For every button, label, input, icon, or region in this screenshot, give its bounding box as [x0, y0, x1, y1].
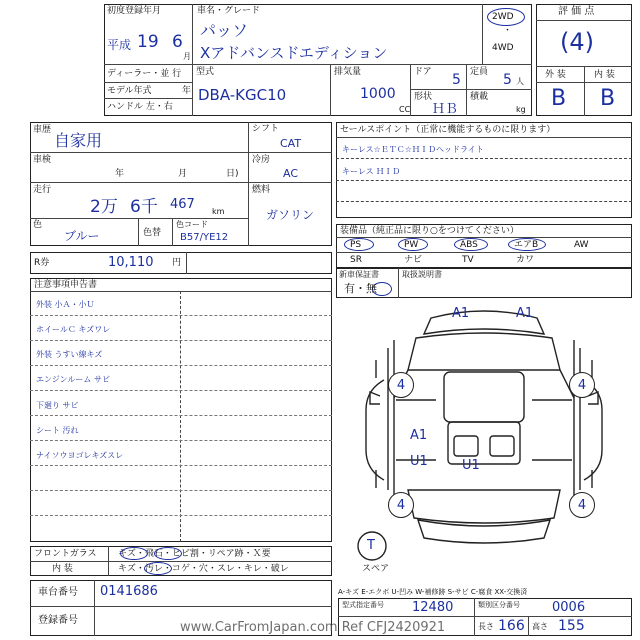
- chassis-label: 車台番号: [38, 587, 78, 598]
- reg-year: 19: [137, 32, 159, 52]
- recycle-unit: 円: [172, 258, 182, 268]
- score-value: (4): [560, 28, 594, 56]
- color-label: 色: [33, 220, 43, 230]
- interior-grade: B: [600, 86, 616, 111]
- km-unit: km: [212, 207, 225, 216]
- chassis-no: 0141686: [100, 584, 158, 599]
- model-year-unit: 年: [182, 86, 192, 96]
- note-item: 外装 小Ａ・小Ｕ: [36, 300, 95, 309]
- shift-value: CAT: [280, 137, 302, 150]
- mileage-sen: 6千: [130, 197, 158, 217]
- spare-mark: T: [367, 538, 375, 553]
- car-grade: Xアドバンスドエディション: [200, 44, 388, 62]
- insp-month-unit: 月: [178, 169, 188, 179]
- damage-mark: U1: [462, 458, 480, 473]
- category: 0006: [552, 600, 586, 615]
- displacement-label: 排気量: [334, 67, 362, 77]
- note-item: シート 汚れ: [36, 426, 79, 435]
- watermark: www.CarFromJapan.com Ref CFJ2420921: [180, 620, 446, 635]
- recycle-value: 10,110: [108, 255, 154, 270]
- insp-day-unit: 日): [226, 169, 239, 179]
- sales-point-line-1: キーレス☆ＥＴＣ☆ＨＩＤヘッドライト: [342, 145, 484, 154]
- capacity-unit: 人: [516, 77, 524, 86]
- front-glass-items: キズ・飛石・ヒビ割・リペア跡・Ｘ要: [118, 549, 271, 559]
- mileage-rest: 467: [170, 197, 195, 212]
- cc-unit: CC: [399, 105, 411, 114]
- name-grade-label: 車名・グレード: [197, 6, 261, 16]
- warranty-value: 有・無: [344, 282, 377, 295]
- manual-label: 取扱説明書: [402, 270, 442, 279]
- category-label: 類別区分番号: [478, 601, 520, 609]
- stonechip-circle: [154, 547, 182, 560]
- mileage-man: 2万: [90, 197, 118, 217]
- doors: 5: [452, 72, 461, 88]
- use-value: 自家用: [54, 131, 103, 150]
- type-label: 型式: [196, 67, 215, 77]
- reg-month: 6: [172, 32, 183, 52]
- sales-points-label: セールスポイント（正常に機能するものに限ります）: [340, 125, 556, 135]
- color-code: B57/YE12: [180, 232, 229, 243]
- equip-ps: PS: [350, 240, 362, 250]
- exterior-grade: B: [551, 86, 567, 111]
- note-item: ナイソウヨゴレキズスレ: [36, 451, 124, 460]
- exterior-label: 外 装: [545, 70, 566, 80]
- height-label: 高さ: [532, 622, 548, 631]
- equip-abs: ABS: [460, 240, 478, 250]
- model-spec: 12480: [412, 600, 454, 615]
- interior-label: 内 装: [594, 70, 615, 80]
- length: 166: [498, 618, 525, 634]
- damage-mark: A1: [516, 306, 534, 321]
- load-label: 積載: [470, 92, 489, 102]
- equip-pw: PW: [404, 240, 419, 250]
- sales-point-line-2: キーレス ＨＩＤ: [342, 167, 401, 176]
- inspection-label: 車検: [33, 155, 52, 165]
- spare-label: スペア: [362, 564, 390, 574]
- warranty-label: 新車保証書: [339, 270, 379, 279]
- equip-leather: カワ: [516, 255, 535, 265]
- damage-legend: A-キズ E-エクボ U-凹み W-補修跡 S-サビ C-腐食 XX-交換済: [338, 588, 528, 596]
- car-name: パッソ: [200, 21, 249, 40]
- use-label: 車歴: [33, 125, 52, 135]
- stain-circle: [144, 562, 172, 575]
- ac-value: AC: [283, 167, 299, 180]
- interior-cond-label: 内 装: [52, 564, 73, 574]
- car-diagram: [336, 300, 632, 580]
- model-year-label: モデル年式: [107, 86, 152, 96]
- equip-airbag: エアB: [514, 240, 539, 250]
- capacity: 5: [503, 72, 512, 88]
- kg-unit: kg: [516, 105, 526, 114]
- note-item: ホイールＣ キズワレ: [36, 325, 111, 334]
- equipment-label: 装備品（純正品に限り○をつけてください）: [340, 226, 519, 236]
- fuel-value: ガソリン: [266, 208, 315, 222]
- equip-navi: ナビ: [404, 255, 423, 265]
- color-no-label: 色替: [143, 228, 162, 238]
- drive-4wd: 4WD: [492, 43, 514, 53]
- damage-mark: U1: [410, 454, 428, 469]
- note-item: 下廻り サビ: [36, 401, 79, 410]
- handle-label: ハンドル 左・右: [107, 102, 173, 112]
- color-value: ブルー: [64, 229, 100, 243]
- damage-mark: A1: [452, 306, 470, 321]
- mileage-label: 走行: [33, 185, 52, 195]
- length-label: 長さ: [478, 622, 494, 631]
- interior-cond-items: キズ・汚レ・コゲ・穴・スレ・キレ・破レ: [118, 564, 289, 574]
- era: 平成: [107, 38, 132, 52]
- equip-tv: TV: [462, 255, 474, 265]
- tire-rear-right: 4: [569, 492, 595, 518]
- model-code: DBA-KGC10: [198, 86, 287, 104]
- shift-label: シフト: [252, 124, 280, 134]
- front-glass-label: フロントガラス: [34, 549, 97, 559]
- scratch-circle: [120, 547, 148, 560]
- color-code-label: 色コード: [176, 220, 208, 229]
- note-item: エンジンルーム サビ: [36, 375, 110, 384]
- door-label: ドア: [414, 67, 432, 77]
- displacement: 1000: [360, 86, 396, 102]
- first-reg-label: 初度登録年月: [107, 6, 162, 16]
- month-unit: 月: [183, 52, 191, 61]
- equip-aw: AW: [574, 240, 589, 250]
- damage-mark: A1: [410, 428, 428, 443]
- tire-rear-left: 4: [388, 492, 414, 518]
- ac-label: 冷房: [252, 155, 271, 165]
- shape-label: 形状: [414, 92, 433, 102]
- shape: ＨＢ: [432, 102, 459, 117]
- capacity-label: 定員: [470, 67, 489, 77]
- drive-2wd: 2WD: [492, 12, 514, 22]
- tire-front-left: 4: [388, 372, 414, 398]
- insp-year-unit: 年: [115, 169, 125, 179]
- notes-label: 注意事項申告書: [34, 280, 98, 290]
- tire-front-right: 4: [569, 372, 595, 398]
- height: 155: [558, 618, 585, 634]
- drive-dot: ・: [503, 26, 513, 36]
- reg-no-label: 登録番号: [38, 615, 78, 626]
- score-label: 評 価 点: [558, 6, 595, 17]
- equip-sr: SR: [350, 255, 362, 265]
- note-item: 外装 うすい線キズ: [36, 350, 103, 359]
- fuel-label: 燃料: [252, 185, 271, 195]
- model-spec-label: 型式指定番号: [342, 601, 384, 609]
- recycle-label: R券: [34, 258, 50, 268]
- dealer-label: ディーラー・並 行: [107, 69, 182, 79]
